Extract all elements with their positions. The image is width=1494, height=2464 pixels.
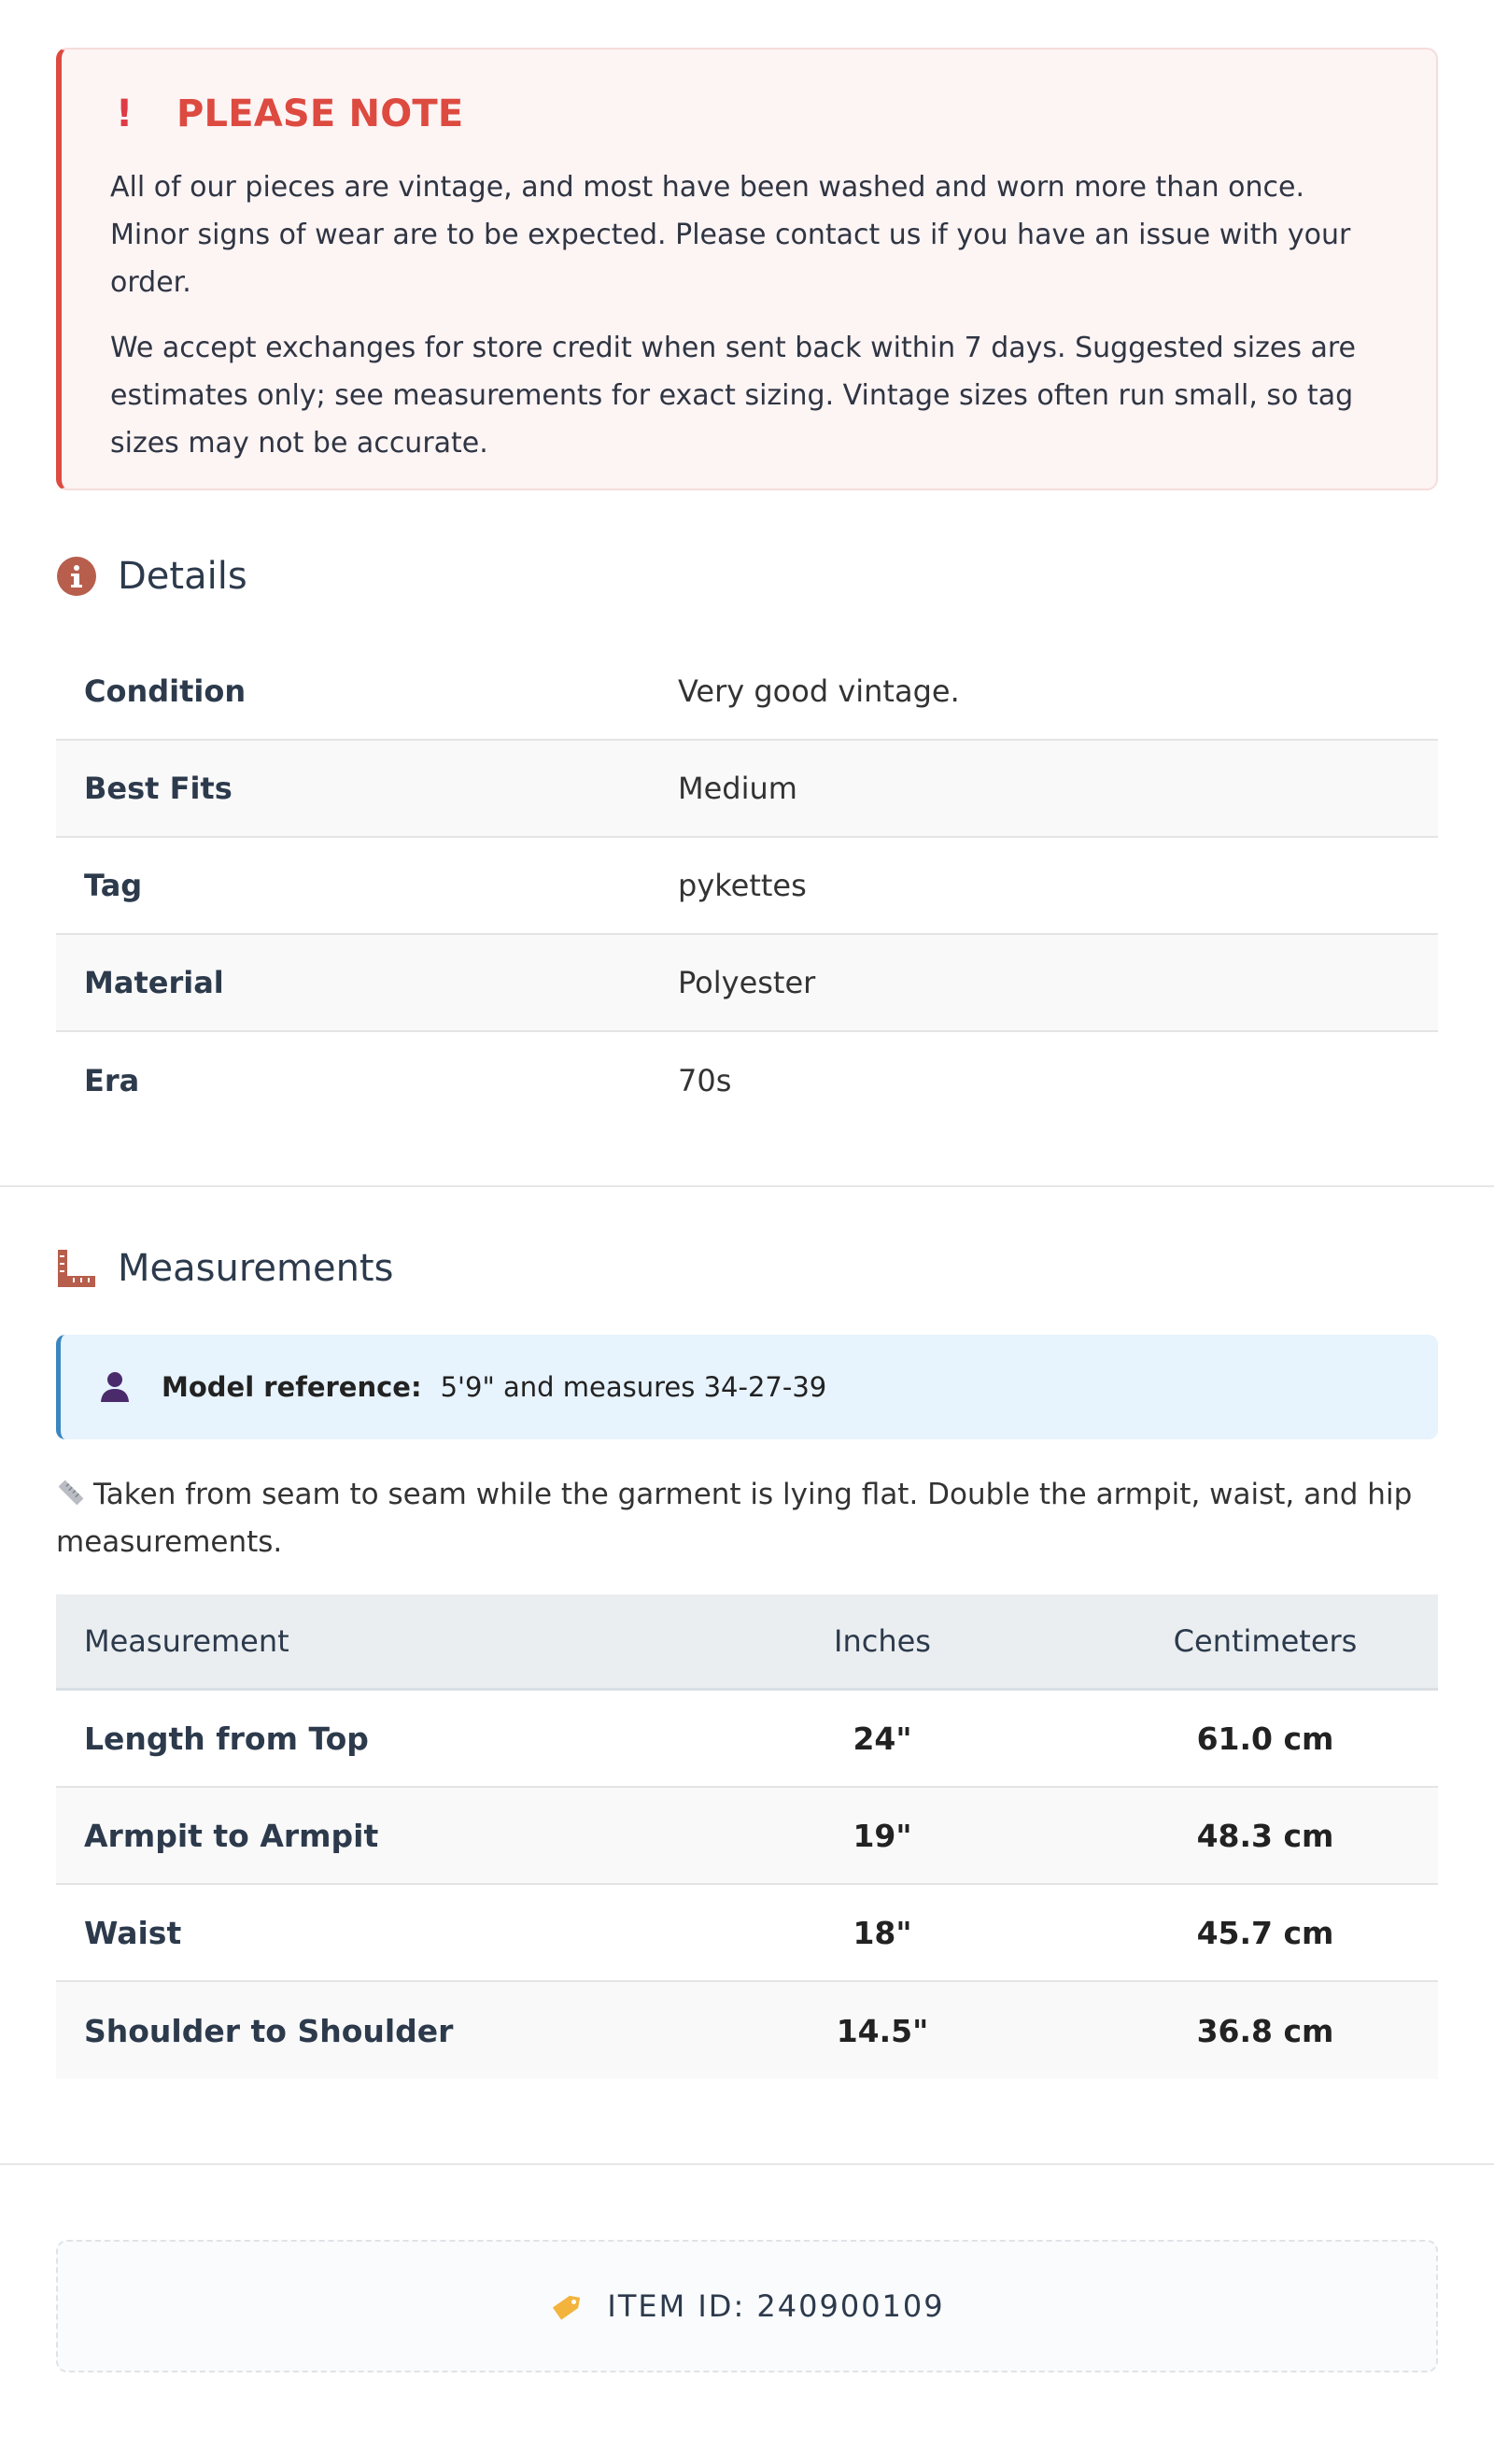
table-row bbox=[56, 741, 1438, 838]
detail-value: Very good vintage. bbox=[678, 673, 960, 709]
please-note-box bbox=[56, 48, 1438, 490]
measurement-name: Length from Top bbox=[84, 1720, 369, 1757]
table-row bbox=[56, 644, 1438, 741]
measurement-inches: 18" bbox=[853, 1914, 912, 1951]
section-divider bbox=[0, 1185, 1494, 1187]
column-header: Measurement bbox=[84, 1623, 289, 1659]
measurement-inches: 14.5" bbox=[836, 2012, 929, 2049]
detail-label: Material bbox=[84, 965, 224, 1000]
details-table bbox=[56, 644, 1438, 1129]
model-reference-text: 5'9" and measures 34-27-39 bbox=[440, 1371, 827, 1403]
measurement-inches: 19" bbox=[853, 1817, 912, 1854]
info-circle-icon bbox=[56, 556, 97, 597]
measurement-name: Armpit to Armpit bbox=[84, 1817, 379, 1854]
details-header bbox=[56, 548, 1438, 604]
measurements-header bbox=[56, 1240, 1438, 1296]
item-id-label: ITEM ID: 240900109 bbox=[607, 2288, 945, 2324]
measurement-cm: 36.8 cm bbox=[1196, 2012, 1334, 2049]
measurement-cm: 48.3 cm bbox=[1196, 1817, 1334, 1854]
table-row bbox=[56, 1788, 1438, 1885]
model-reference-label: Model reference: bbox=[162, 1371, 422, 1403]
measurement-note bbox=[56, 1471, 1438, 1566]
item-id-section bbox=[0, 2240, 1494, 2372]
section-divider bbox=[0, 2163, 1494, 2165]
exclamation-icon: ! bbox=[116, 92, 134, 135]
detail-label: Tag bbox=[84, 868, 143, 903]
table-row bbox=[56, 1032, 1438, 1129]
table-row bbox=[56, 1691, 1438, 1788]
measurements-section bbox=[0, 1240, 1494, 2079]
table-header-row bbox=[56, 1594, 1438, 1691]
detail-label: Condition bbox=[84, 673, 247, 709]
measurements-title: Measurements bbox=[118, 1247, 394, 1290]
notice-paragraph-2: We accept exchanges for store credit when sent back within 7 days. Suggested sizes are estimates only; see measurements for exact sizing. Vintage sizes often run small, so tag sizes may not be accurate. bbox=[110, 332, 1357, 460]
straight-ruler-icon bbox=[56, 1478, 86, 1508]
column-header: Centimeters bbox=[1173, 1623, 1358, 1659]
table-row bbox=[56, 1885, 1438, 1982]
detail-value: 70s bbox=[678, 1063, 732, 1098]
detail-value: Polyester bbox=[678, 965, 816, 1000]
details-title: Details bbox=[118, 555, 247, 598]
table-row bbox=[56, 935, 1438, 1032]
table-row bbox=[56, 1982, 1438, 2079]
measurement-inches: 24" bbox=[853, 1720, 912, 1757]
detail-label: Best Fits bbox=[84, 771, 233, 806]
table-row bbox=[56, 838, 1438, 935]
detail-label: Era bbox=[84, 1063, 140, 1098]
price-tag-icon bbox=[549, 2287, 586, 2325]
model-reference-box bbox=[56, 1335, 1438, 1439]
ruler-icon bbox=[56, 1248, 97, 1289]
measurement-name: Waist bbox=[84, 1914, 182, 1951]
column-header: Inches bbox=[834, 1623, 931, 1659]
notice-header bbox=[110, 50, 1389, 135]
detail-value: pykettes bbox=[678, 868, 807, 903]
measurement-cm: 61.0 cm bbox=[1196, 1720, 1334, 1757]
item-id-box bbox=[56, 2240, 1438, 2372]
measurement-note-text: Taken from seam to seam while the garment is lying flat. Double the armpit, waist, and hip measurements. bbox=[56, 1478, 1413, 1559]
measurement-cm: 45.7 cm bbox=[1196, 1914, 1334, 1951]
page-content bbox=[0, 48, 1494, 1129]
person-icon bbox=[98, 1370, 132, 1404]
notice-paragraph-1: All of our pieces are vintage, and most have been washed and worn more than once. Minor signs of wear are to be expected. Please contact us if you have an issue with your order. bbox=[110, 171, 1351, 299]
notice-title: PLEASE NOTE bbox=[176, 92, 464, 135]
measurements-table bbox=[56, 1594, 1438, 2079]
measurement-name: Shoulder to Shoulder bbox=[84, 2012, 454, 2049]
detail-value: Medium bbox=[678, 771, 797, 806]
